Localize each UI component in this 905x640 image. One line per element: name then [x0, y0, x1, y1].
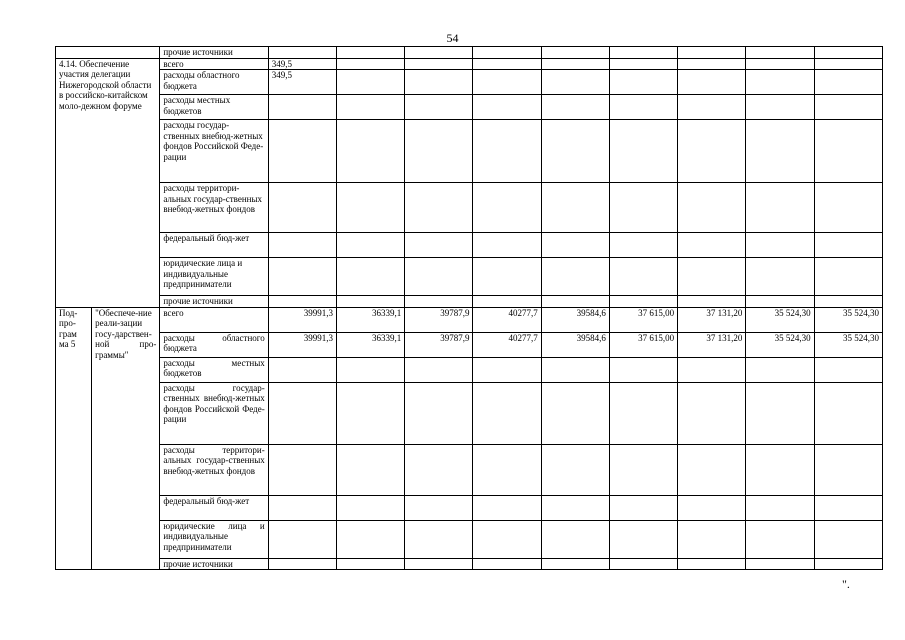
value-cell	[405, 120, 473, 183]
source-label: юридические лица и индивидуальные предприниматели	[160, 258, 268, 296]
source-label: прочие источники	[160, 558, 268, 570]
value-cell	[609, 233, 677, 258]
value-cell	[405, 357, 473, 382]
table-row	[56, 70, 883, 95]
value-cell	[473, 520, 541, 558]
program-cell-empty	[56, 47, 160, 59]
value-cell	[814, 70, 882, 95]
value-cell	[541, 95, 609, 120]
value-cell	[541, 558, 609, 570]
value-cell	[678, 183, 746, 233]
value-cell	[609, 58, 677, 70]
value-cell	[746, 357, 814, 382]
value-cell: 39991,3	[268, 307, 336, 332]
value-cell	[268, 120, 336, 183]
source-label: расходы территори-альных государ-ственных внебюд-жетных фондов	[160, 183, 268, 233]
value-cell	[268, 357, 336, 382]
value-cell	[541, 120, 609, 183]
value-cell	[473, 558, 541, 570]
value-cell: 37 615,00	[609, 332, 677, 357]
value-cell	[541, 444, 609, 495]
value-cell	[541, 495, 609, 520]
value-cell	[473, 70, 541, 95]
value-cell	[678, 382, 746, 444]
value-cell	[268, 258, 336, 296]
value-cell: 40277,7	[473, 307, 541, 332]
value-cell	[609, 120, 677, 183]
value-cell	[746, 444, 814, 495]
value-cell: 36339,1	[336, 307, 404, 332]
value-cell	[678, 70, 746, 95]
value-cell	[268, 183, 336, 233]
measure-name: 4.14. Обеспечение участия делегации Нижегородской области в российско-китайском моло-дежном форуме	[56, 58, 160, 307]
value-cell	[268, 444, 336, 495]
value-cell	[678, 233, 746, 258]
value-cell	[609, 296, 677, 308]
value-cell	[541, 296, 609, 308]
table-row	[56, 444, 883, 495]
value-cell	[405, 58, 473, 70]
value-cell	[678, 120, 746, 183]
value-cell	[473, 495, 541, 520]
value-cell	[541, 58, 609, 70]
value-cell	[609, 258, 677, 296]
source-label: всего	[160, 307, 268, 332]
value-cell	[268, 495, 336, 520]
table-body	[56, 47, 883, 570]
value-cell	[746, 558, 814, 570]
value-cell	[268, 520, 336, 558]
value-cell	[678, 357, 746, 382]
value-cell	[268, 95, 336, 120]
value-cell	[814, 120, 882, 183]
value-cell	[678, 95, 746, 120]
value-cell	[336, 296, 404, 308]
value-cell	[678, 58, 746, 70]
value-cell	[336, 233, 404, 258]
source-label: федеральный бюд-жет	[160, 233, 268, 258]
value-cell	[268, 558, 336, 570]
value-cell: 39787,9	[405, 332, 473, 357]
table-row	[56, 183, 883, 233]
value-cell	[336, 444, 404, 495]
value-cell: 39787,9	[405, 307, 473, 332]
value-cell	[541, 357, 609, 382]
source-label: расходы областного бюджета	[160, 70, 268, 95]
value-cell	[336, 520, 404, 558]
value-cell	[541, 233, 609, 258]
value-cell	[814, 357, 882, 382]
table-row	[56, 357, 883, 382]
value-cell	[746, 520, 814, 558]
value-cell	[746, 58, 814, 70]
value-cell: 37 615,00	[609, 307, 677, 332]
table-row	[56, 382, 883, 444]
value-cell	[678, 495, 746, 520]
value-cell	[336, 70, 404, 95]
table-row	[56, 558, 883, 570]
value-cell	[541, 183, 609, 233]
table-row	[56, 120, 883, 183]
value-cell	[336, 495, 404, 520]
value-cell	[473, 258, 541, 296]
table-row	[56, 495, 883, 520]
value-cell	[746, 382, 814, 444]
table-row	[56, 520, 883, 558]
value-cell	[405, 70, 473, 95]
source-label: расходы местных бюджетов	[160, 357, 268, 382]
value-cell	[405, 296, 473, 308]
value-cell	[814, 233, 882, 258]
value-cell	[609, 183, 677, 233]
value-cell	[678, 296, 746, 308]
value-cell	[746, 495, 814, 520]
value-cell	[746, 70, 814, 95]
value-cell	[473, 382, 541, 444]
value-cell	[814, 495, 882, 520]
value-cell: 35 524,30	[814, 307, 882, 332]
value-cell	[541, 382, 609, 444]
value-cell	[814, 183, 882, 233]
value-cell	[678, 258, 746, 296]
value-cell	[609, 95, 677, 120]
closing-quote-mark: ".	[842, 577, 850, 591]
value-cell	[336, 258, 404, 296]
value-cell	[405, 382, 473, 444]
budget-table	[55, 46, 883, 570]
value-cell: 35 524,30	[814, 332, 882, 357]
value-cell	[541, 70, 609, 95]
value-cell	[746, 120, 814, 183]
table-row	[56, 47, 883, 59]
value-cell	[336, 58, 404, 70]
value-cell	[746, 233, 814, 258]
value-cell: 349,5	[268, 58, 336, 70]
table-row	[56, 58, 883, 70]
value-cell	[336, 382, 404, 444]
value-cell	[405, 95, 473, 120]
value-cell: 39584,6	[541, 332, 609, 357]
value-cell: 35 524,30	[746, 332, 814, 357]
value-cell	[268, 296, 336, 308]
value-cell	[473, 120, 541, 183]
value-cell	[541, 520, 609, 558]
value-cell	[814, 258, 882, 296]
value-cell: 35 524,30	[746, 307, 814, 332]
value-cell	[814, 58, 882, 70]
value-cell	[746, 95, 814, 120]
value-cell	[814, 558, 882, 570]
table-row	[56, 95, 883, 120]
value-cell	[268, 382, 336, 444]
value-cell: 349,5	[268, 70, 336, 95]
value-cell	[609, 520, 677, 558]
value-cell	[336, 120, 404, 183]
value-cell	[473, 183, 541, 233]
value-cell	[746, 183, 814, 233]
value-cell	[405, 444, 473, 495]
value-cell	[473, 233, 541, 258]
source-label: расходы областного бюджета	[160, 332, 268, 357]
value-cell	[336, 558, 404, 570]
value-cell	[814, 95, 882, 120]
value-cell: 40277,7	[473, 332, 541, 357]
value-cell: 39584,6	[541, 307, 609, 332]
value-cell: 39991,3	[268, 332, 336, 357]
value-cell: 37 131,20	[678, 332, 746, 357]
value-cell	[473, 58, 541, 70]
value-cell	[405, 233, 473, 258]
value-cell	[473, 95, 541, 120]
source-label: прочие источники	[160, 47, 268, 59]
source-label: расходы государ-ственных внебюд-жетных фондов Российской Феде-рации	[160, 382, 268, 444]
source-label: расходы государ-ственных внебюд-жетных фондов Российской Феде-рации	[160, 120, 268, 183]
value-cell	[814, 382, 882, 444]
value-cell	[609, 70, 677, 95]
subprogram-name: "Обеспече-ние реали-зации госу-дарствен-ной про-граммы"	[92, 307, 160, 570]
value-cell	[814, 296, 882, 308]
value-cell	[609, 382, 677, 444]
source-label: юридические лица и индивидуальные предприниматели	[160, 520, 268, 558]
value-cell	[405, 495, 473, 520]
value-cell	[746, 296, 814, 308]
source-label: расходы территори-альных государ-ственных внебюд-жетных фондов	[160, 444, 268, 495]
value-cell	[609, 357, 677, 382]
table-row	[56, 296, 883, 308]
value-cell	[473, 296, 541, 308]
source-label: всего	[160, 58, 268, 70]
value-cell	[405, 183, 473, 233]
value-cell	[814, 520, 882, 558]
table-row	[56, 332, 883, 357]
source-label: федеральный бюд-жет	[160, 495, 268, 520]
value-cell	[268, 233, 336, 258]
source-label: прочие источники	[160, 296, 268, 308]
value-cell	[541, 258, 609, 296]
value-cell	[473, 444, 541, 495]
value-cell	[405, 258, 473, 296]
value-cell: 37 131,20	[678, 307, 746, 332]
value-cell	[336, 357, 404, 382]
value-cell	[336, 95, 404, 120]
value-cell	[609, 495, 677, 520]
value-cell	[609, 444, 677, 495]
table-row	[56, 258, 883, 296]
value-cell	[678, 444, 746, 495]
value-cell	[814, 444, 882, 495]
page-number: 54	[446, 31, 459, 45]
table-row	[56, 233, 883, 258]
value-cell: 36339,1	[336, 332, 404, 357]
source-label: расходы местных бюджетов	[160, 95, 268, 120]
value-cell	[405, 558, 473, 570]
value-cell	[678, 558, 746, 570]
value-cell	[336, 183, 404, 233]
table-row	[56, 307, 883, 332]
value-cell	[746, 258, 814, 296]
value-cell	[473, 357, 541, 382]
value-cell	[609, 558, 677, 570]
subprogram-code: Под-про-грам ма 5	[56, 307, 92, 570]
value-cell	[678, 520, 746, 558]
value-cell	[405, 520, 473, 558]
